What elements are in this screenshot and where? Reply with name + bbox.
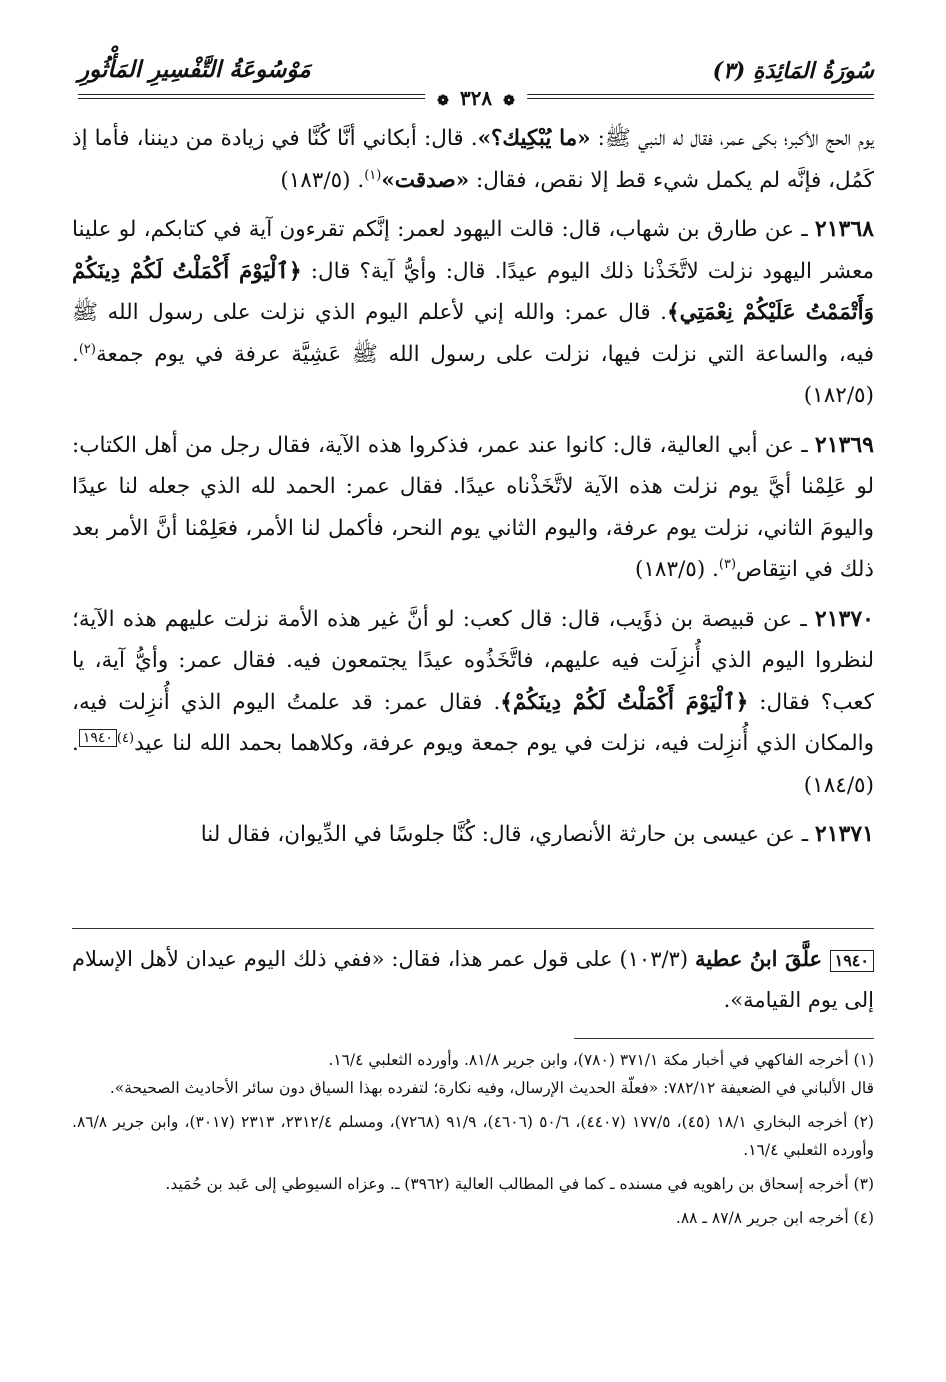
footnote-ref[interactable]: (٤) xyxy=(116,730,135,746)
hadith-entry xyxy=(72,599,874,807)
note-ref-box[interactable]: ١٩٤٠ xyxy=(79,729,117,747)
volume-ref: . (١٨٤/٥) xyxy=(72,731,874,798)
book-title: مَوْسُوعَةُ التَّفْسِيرِ المَأْثُورِ xyxy=(78,56,311,83)
entry-number: ٢١٣٧١ xyxy=(814,821,874,847)
footnote-3: (٣) أخرجه إسحاق بن راهويه في مسنده ـ كما في المطالب العالية (٣٩٦٢) ـ. وعزاه السيوطي إلى عَبد بن حُمَيد. xyxy=(165,1175,874,1193)
note-lead: علَّقَ ابنُ عطية xyxy=(694,946,830,971)
footnotes xyxy=(72,1046,874,1232)
entry-number: ٢١٣٧٠ xyxy=(814,605,874,632)
main-text xyxy=(72,118,874,856)
footnote-1-comment: قال الألباني في الضعيفة ٧٨٢/١٢: «فعلّة الحديث الإرسال، وفيه نكارة؛ لتفرده بهذا السياق دون سائر الأحاديث الصحيحة». xyxy=(109,1079,874,1097)
text-run: ـ عن قبيصة بن ذؤَيب، قال: قال كعب: لو أنَّ غير هذه الأمة نزلت عليهم هذه الآية؛ لنظروا اليوم الذي أُنزِلَت فيه عليهم، فاتَّخَذُوه عيدًا يجتمعون فيه. فقال عمر: وأيُّ آية، يا كعب؟ فقال: xyxy=(72,606,874,715)
text-run: . فقال عمر: قد علمتُ اليوم الذي أُنزِلت فيه، والمكان الذي أُنزِلت فيه، نزلت في يوم جمعة ويوم عرفة، وكلاهما بحمد الله لنا عيد xyxy=(72,689,874,756)
prophet-quote: «صدقت» xyxy=(381,167,470,193)
footnotes-separator xyxy=(574,1038,874,1039)
ornament-icon: ❁ xyxy=(503,93,515,109)
page-number-block xyxy=(425,86,527,110)
hadith-entry xyxy=(72,425,874,591)
footnote-ref[interactable]: (٣) xyxy=(718,556,737,572)
hadith-entry xyxy=(72,814,874,856)
notes-separator xyxy=(72,928,874,929)
text-run: ـ عن طارق بن شهاب، قال: قالت اليهود لعمر: إنَّكم تقرءون آية في كتابكم، لو علينا معشر اليهود نزلت لاتَّخَذْنا ذلك اليوم عيدًا. قال: وأيُّ آية؟ قال: xyxy=(72,217,874,284)
paragraph-continued xyxy=(72,118,874,201)
volume-ref: . (١٨٣/٥) xyxy=(280,167,365,193)
hadith-entry xyxy=(72,209,874,417)
volume-ref: . (١٨٣/٥) xyxy=(634,557,719,582)
footnote-ref[interactable]: (٢) xyxy=(78,341,96,357)
text-run: يوم الحج الأكبر؛ بكى عمر، فقال له النبي ﷺ: xyxy=(590,126,874,151)
entry-number: ٢١٣٦٨ xyxy=(814,216,874,242)
note-text: (١٠٣/٣) على قول عمر هذا، فقال: «ففي ذلك اليوم عيدان لأهل الإسلام إلى يوم القيامة». xyxy=(72,947,874,1012)
prophet-quote: «ما يُبْكِيك؟» xyxy=(477,126,591,151)
commentary-note xyxy=(72,938,874,1021)
volume-ref: . (١٨٢/٥) xyxy=(72,341,874,408)
text-run: . قال عمر: والله إني لأعلم اليوم الذي نزلت على رسول الله ﷺ فيه، والساعة التي نزلت فيها، نزلت على رسول الله ﷺ عَشِيَّة عرفة في يوم جمعة xyxy=(72,300,874,367)
entry-number: ٢١٣٦٩ xyxy=(814,431,874,458)
ornament-icon: ❁ xyxy=(437,93,449,109)
footnote-ref[interactable]: (١) xyxy=(364,167,382,183)
page-header xyxy=(78,52,874,108)
note-number-box: ١٩٤٠ xyxy=(830,950,874,972)
footnote-4: (٤) أخرجه ابن جرير ٨٧/٨ ـ ٨٨. xyxy=(675,1209,874,1227)
footnote-1: (١) أخرجه الفاكهي في أخبار مكة ٣٧١/١ (٧٨٠)، وابن جرير ٨١/٨. وأورده الثعلبي ١٦/٤. xyxy=(328,1051,874,1069)
text-run: . قال: أبكاني أنَّا كُنَّا في زيادة من ديننا، فأما إذ كَمُل، فإنَّه لم يكمل شيء قط إلا نقص، فقال: xyxy=(72,126,874,193)
surah-title: سُورَةُ المَائِدَةِ (٣) xyxy=(712,58,874,84)
page-number: ٣٢٨ xyxy=(459,86,493,110)
quran-verse: ﴿ٱلْيَوْمَ أَكْمَلْتُ لَكُمْ دِينَكُمْ وَأَتْمَمْتُ عَلَيْكُمْ نِعْمَتِي﴾ xyxy=(72,258,874,325)
text-run: ـ عن عيسى بن حارثة الأنصاري، قال: كُنَّا جلوسًا في الدِّيوان، فقال لنا xyxy=(200,822,815,847)
text-run: ـ عن أبي العالية، قال: كانوا عند عمر، فذكروا هذه الآية، فقال رجل من أهل الكتاب: لو عَلِمْنا أيَّ يوم نزلت هذه الآية لاتَّخَذْناه عيدًا. فقال عمر: الحمد لله الذي جعله لنا عيدًا واليومَ الثاني، نزلت يوم عرفة، واليوم الثاني يوم النحر، فأكمل لنا الأمر، فعَلِمْنا أنَّ الأمر بعد ذلك في انتِقاص xyxy=(72,432,874,582)
footnote-2: (٢) أخرجه البخاري ١٨/١ (٤٥)، ١٧٧/٥ (٤٤٠٧)، ٥٠/٦ (٤٦٠٦)، ٩١/٩ (٧٢٦٨)، ومسلم ٢٣١٢/٤، ٢٣١٣ (٣٠١٧)، وابن جرير ٨٦/٨. وأورده الثعلبي ١٦/٤. xyxy=(72,1113,874,1159)
quran-verse: ﴿ٱلْيَوْمَ أَكْمَلْتُ لَكُمْ دِينَكُمْ﴾ xyxy=(500,689,749,715)
